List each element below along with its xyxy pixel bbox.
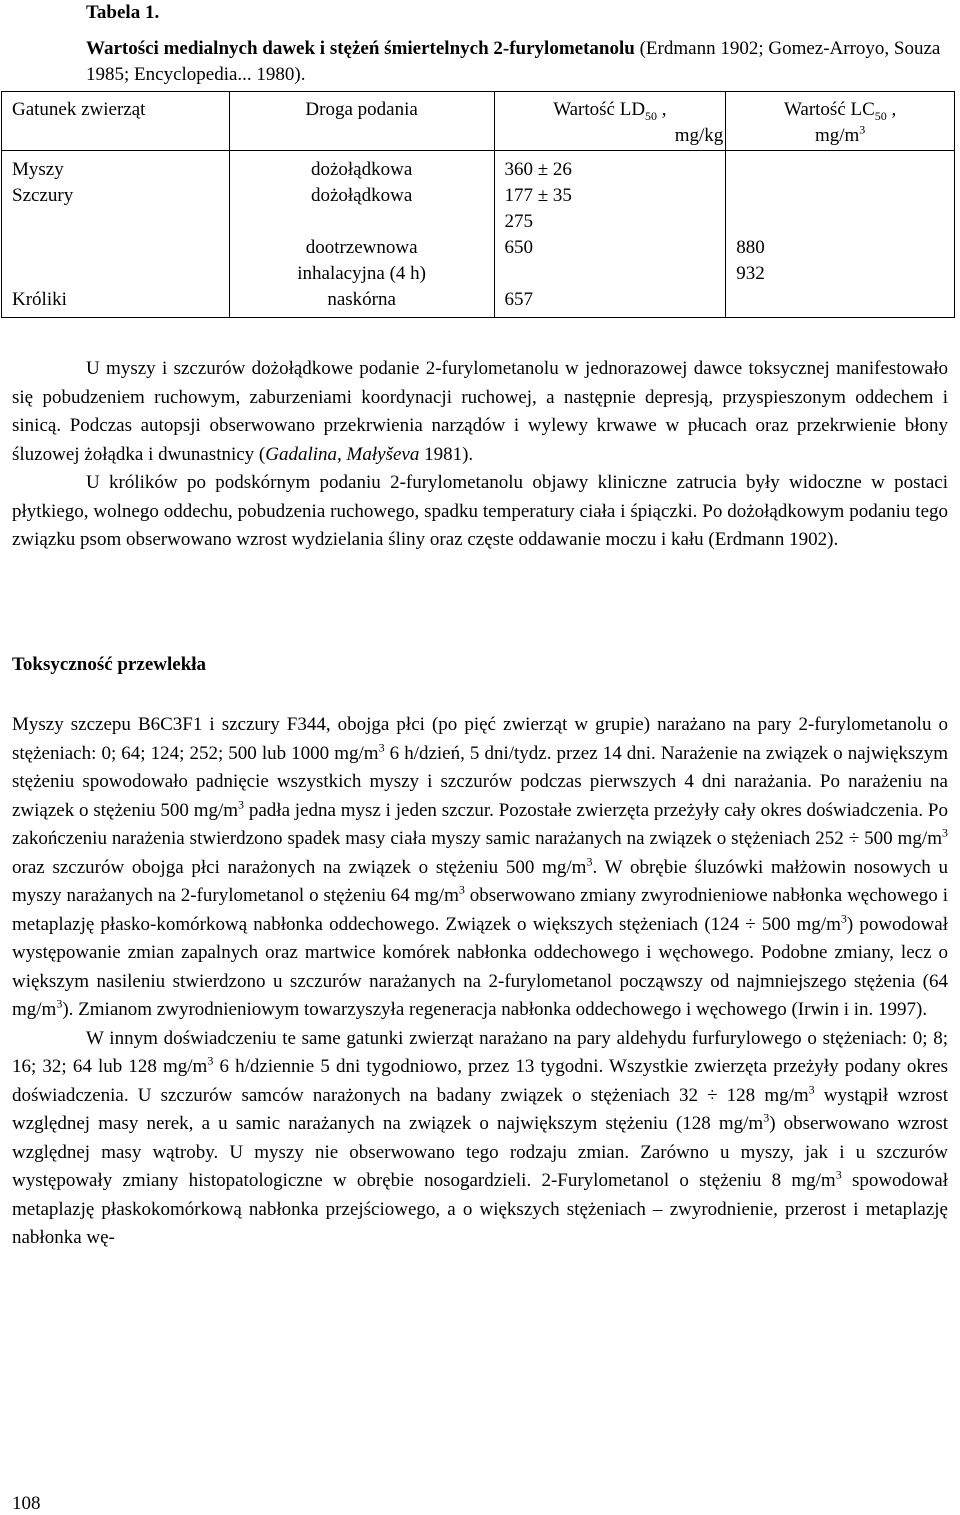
header-species: Gatunek zwierząt [2, 92, 230, 151]
lc50-cell [736, 209, 954, 235]
header-lc50: Wartość $LC_{50}$ , $mg/m^3$ [726, 92, 955, 151]
route-cell: dootrzewnowa [305, 237, 418, 258]
lc50-cell [736, 287, 954, 313]
species-cell [12, 235, 229, 261]
ld50-cell: 360 ± 26 [504, 159, 572, 180]
paragraph-3: Myszy szczepu B6C3F1 i szczury F344, obojga płci (po pięć zwierząt w grupie) narażano na pary 2-furylometanolu o stężeniach: 0; 64; 124; 252; 500 lub 1000 $mg/m^3$ 6 h/dzień, 5 dni/tydz. przez 14 dni. Narażenie na związek o największym stężeniu spowodowało padnięcie wszystkich myszy i szczurów podczas pierwszych 4 dni narażania. Po narażeniu na związek o stężeniu 500 $mg/m^3$ padła jedna mysz i jeden szczur. Pozostałe zwierzęta przeżyły cały okres doświadczenia. Po zakończeniu narażenia stwierdzono spadek masy ciała myszy samic narażanych na związek o stężeniach 252 ÷ 500 $mg/m^3$ oraz szczurów obojga płci narażonych na związek o stężeniu 500 $mg/m^3$. W obrębie śluzówki małżowin nosowych u myszy narażanych na 2-furylometanol o stężeniu 64 $mg/m^3$ obserwowano zmiany zwyrodnieniowe nabłonka węchowego i metaplazję płasko-komórkową nabłonka oddechowego. Związek o większych stężeniach (124 ÷ 500 $mg/m^3$) powodował występowanie zmian zapalnych oraz martwice komórek nabłonka oddechowego i węchowego. Podobne zmiany, lecz o większym nasileniu stwierdzono u szczurów narażanych na 2-furylometanol począwszy od najmniejszego stężenia (64 $mg/m^3$). Zmianom zwyrodnieniowym towarzyszyła regeneracja nabłonka oddechowego i węchowego (Irwin i in. 1997). [12, 714, 948, 1020]
caption-rest: (Erdmann 1902; Gomez-Arroyo, Souza 1985; Encyclopedia... 1980). [86, 38, 941, 85]
table-body-row [2, 151, 955, 318]
species-cell: Myszy [12, 159, 64, 180]
header-route: Droga podania [229, 92, 494, 151]
ld50-cell: 650 [504, 237, 533, 258]
toxicity-table [1, 91, 955, 318]
paragraph-2: U królików po podskórnym podaniu 2-furylometanolu objawy kliniczne zatrucia były widoczne w postaci płytkiego, wolnego oddechu, pobudzenia ruchowego, spadku temperatury ciała i śpiączki. Po dożołądkowym podaniu tego związku psom obserwowano wzrost wydzielania śliny oraz częste oddawanie moczu i kału (Erdmann 1902). [12, 472, 948, 550]
caption-bold: Wartości medialnych dawek i stężeń śmiertelnych 2-furylometanolu [86, 38, 635, 59]
route-column [229, 151, 494, 318]
lc50-column [726, 151, 955, 318]
route-cell: inhalacyjna (4 h) [297, 263, 426, 284]
table-header-row [2, 92, 955, 151]
ld50-cell [505, 261, 726, 287]
lc50-cell: 880 [736, 237, 765, 258]
paragraph-4: W innym doświadczeniu te same gatunki zwierząt narażano na pary aldehydu furfurylowego o stężeniach: 0; 8; 16; 32; 64 lub 128 $mg/m^3$ 6 h/dziennie 5 dni tygodniowo, przez 13 tygodni. Wszystkie zwierzęta przeżyły podany okres doświadczenia. U szczurów samców narażonych na badany związek o stężeniach 32 ÷ 128 $mg/m^3$ wystąpił wzrost względnej masy nerek, a u samic narażanych na związek o największym stężeniu (128 $mg/m^3$) obserwowano wzrost względnej masy wątroby. U myszy nie obserwowano tego rodzaju zmian. Zarówno u myszy, jak i u szczurów występowały zmiany histopatologiczne w obrębie nosogardzieli. 2-Furylometanol o stężeniu 8 $mg/m^3$ spowodował metaplazję płaskokomórkową nabłonka przejściowego, a o większych stężeniach – zwyrodnienie, przerost i metaplazję nabłonka wę- [12, 1027, 949, 1248]
route-cell: dożołądkowa [310, 159, 413, 180]
species-cell: Króliki [12, 289, 67, 310]
species-cell [12, 209, 229, 235]
species-cell: Szczury [12, 185, 74, 206]
route-cell: naskórna [327, 289, 396, 310]
paragraph-1: U myszy i szczurów dożołądkowe podanie 2-furylometanolu w jednorazowej dawce toksycznej manifestowało się pobudzeniem ruchowym, zaburzeniami koordynacji ruchowej, a następnie depresją, przyspieszonym oddechem i sinicą. Podczas autopsji obserwowano przekrwienia narządów i wylewy krwawe w płucach oraz przekrwienie błony śluzowej żołądka i dwunastnicy (Gadalina, Małyševa 1981). [12, 358, 948, 465]
ld50-cell: 275 [504, 211, 533, 232]
species-cell [12, 261, 229, 287]
lc50-cell [736, 157, 954, 183]
section-heading: Toksyczność przewlekła [12, 654, 207, 675]
route-cell: dożołądkowa [310, 185, 413, 206]
table-label: Tabela 1. [86, 2, 160, 23]
lc50-cell [736, 183, 954, 209]
route-cell [230, 209, 494, 235]
header-ld50: Wartość $LD_{50}$ , mg/kg [494, 92, 726, 151]
acute-toxicity-text [12, 355, 948, 555]
ld50-cell: 177 ± 35 [504, 185, 572, 206]
chronic-toxicity-text [12, 711, 948, 1253]
table-caption [86, 36, 956, 88]
page-number: 108 [12, 1493, 41, 1514]
species-column [2, 151, 230, 318]
ld50-column [494, 151, 726, 318]
lc50-cell: 932 [736, 263, 765, 284]
ld50-cell: 657 [504, 289, 533, 310]
